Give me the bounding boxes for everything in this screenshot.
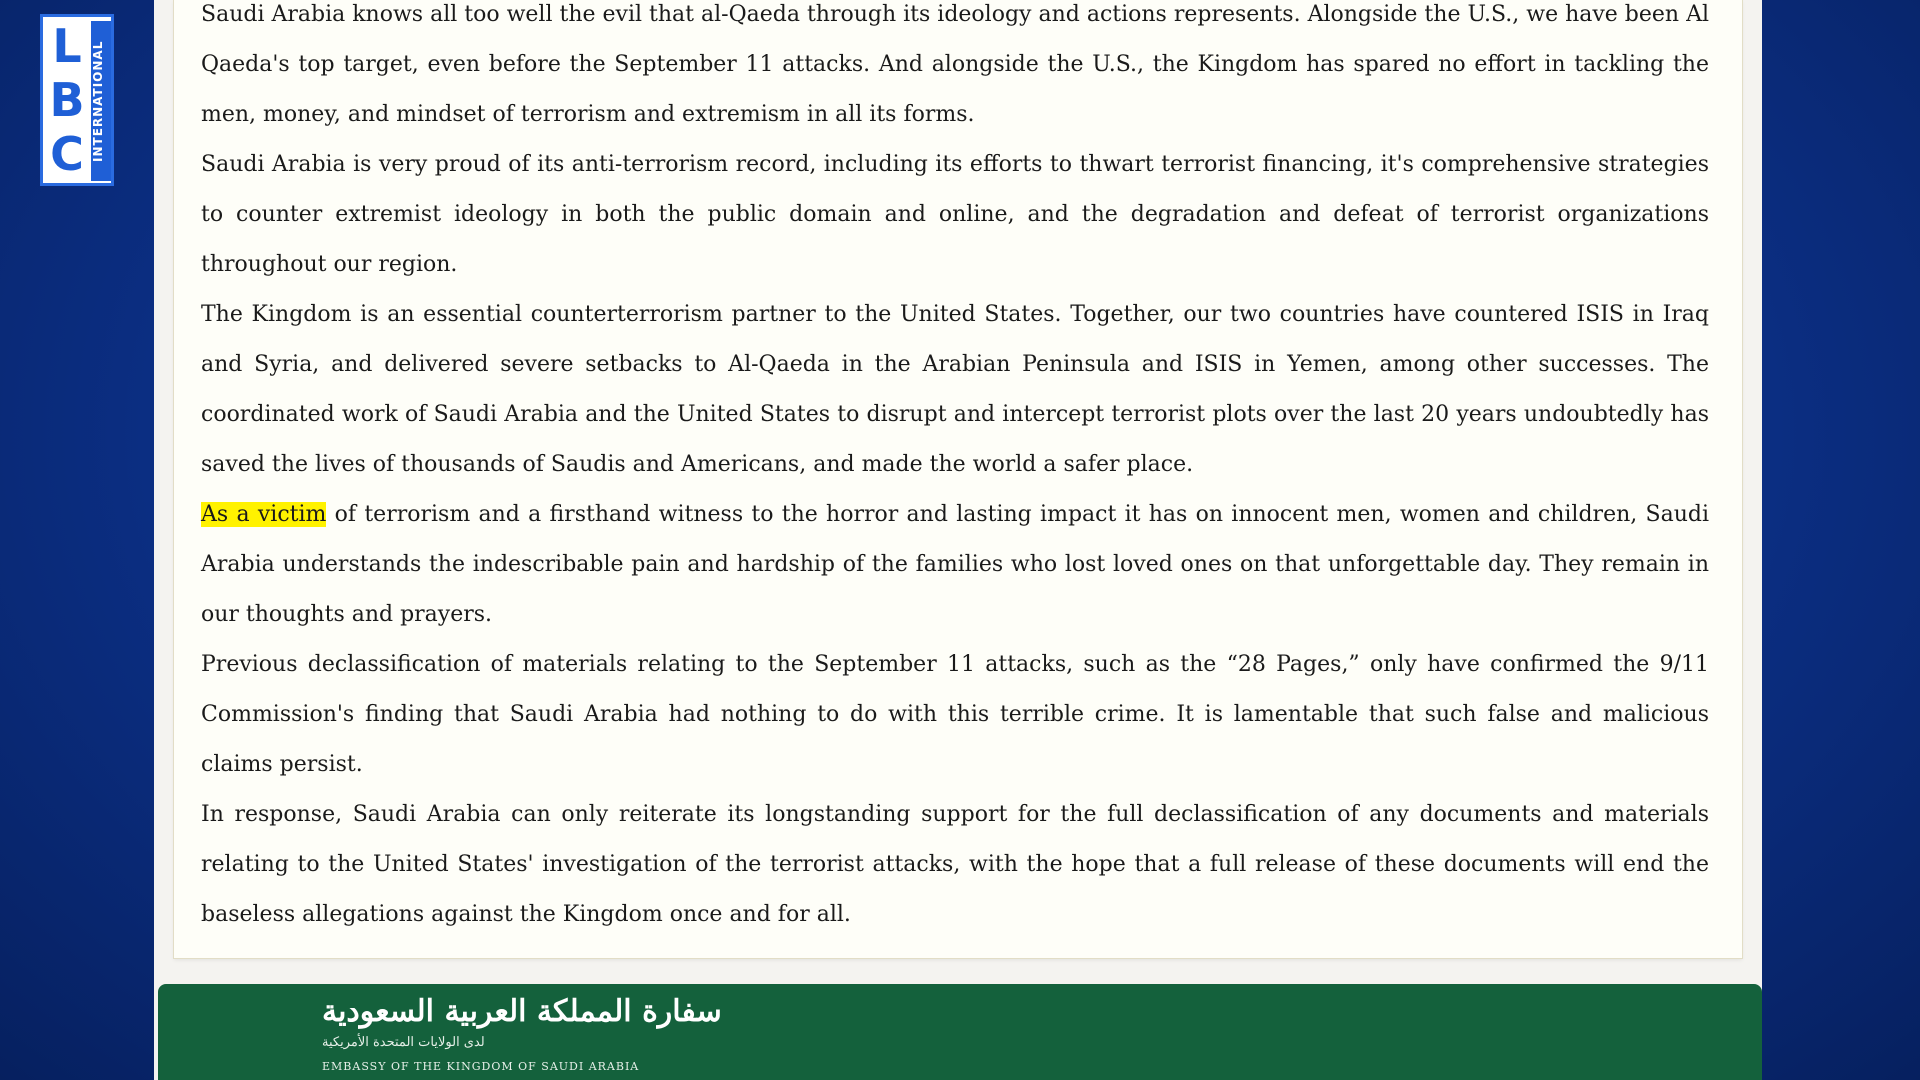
paragraph-anti-terrorism: Saudi Arabia is very proud of its anti-terrorism record, including its efforts to thwart terrorist financing, it's comprehensive strategies to counter extremist ideology in both the public domain and online, and the degradation and defeat of terrorist organizations throughout our region. xyxy=(201,152,1709,277)
paragraph-victim xyxy=(201,490,1709,640)
paragraph-declassification: Previous declassification of materials relating to the September 11 attacks, such as the “28 Pages,” only have confirmed the 9/11 Commission's finding that Saudi Arabia had nothing to do with this terrible crime. It is lamentable that such false and malicious claims persist. xyxy=(201,652,1709,777)
lbc-letters: L B C xyxy=(49,19,85,181)
paragraph-partnership: The Kingdom is an essential counterterrorism partner to the United States. Together, our two countries have countered ISIS in Iraq and Syria, and delivered severe setbacks to Al-Qaeda in the Arabian Peninsula and ISIS in Yemen, among other successes. The coordinated work of Saudi Arabia and the United States to disrupt and intercept terrorist plots over the last 20 years undoubtedly has saved the lives of thousands of Saudis and Americans, and made the world a safer place. xyxy=(201,302,1709,477)
victim-paragraph-rest: of terrorism and a firsthand witness to the horror and lasting impact it has on innocent men, women and children, Saudi Arabia understands the indescribable pain and hardship of the families who lost loved ones on that unforgettable day. They remain in our thoughts and prayers. xyxy=(201,502,1710,627)
lbc-international-label: INTERNATIONAL xyxy=(91,21,111,181)
statement-text xyxy=(201,0,1709,940)
paragraph-al-qaeda: Saudi Arabia knows all too well the evil that al-Qaeda through its ideology and actions represents. Alongside the U.S., we have been Al Qaeda's top target, even before the September 11 attacks. And alongside the U.S., the Kingdom has spared no effort in tackling the men, money, and mindset of terrorism and extremism in all its forms. xyxy=(201,2,1710,127)
embassy-english-name: EMBASSY OF THE KINGDOM OF SAUDI ARABIA xyxy=(322,1060,640,1073)
embassy-arabic-subtitle: لدى الولايات المتحدة الأمريكية xyxy=(322,1035,485,1050)
highlighted-phrase: As a victim xyxy=(201,502,327,527)
embassy-arabic-name: سفارة المملكة العربية السعودية xyxy=(322,994,722,1029)
paragraph-response: In response, Saudi Arabia can only reiterate its longstanding support for the full declassification of any documents and materials relating to the United States' investigation of the terrorist attacks, with the hope that a full release of these documents will end the baseless allegations against the Kingdom once and for all. xyxy=(201,802,1709,927)
lbc-international-logo xyxy=(40,14,114,186)
